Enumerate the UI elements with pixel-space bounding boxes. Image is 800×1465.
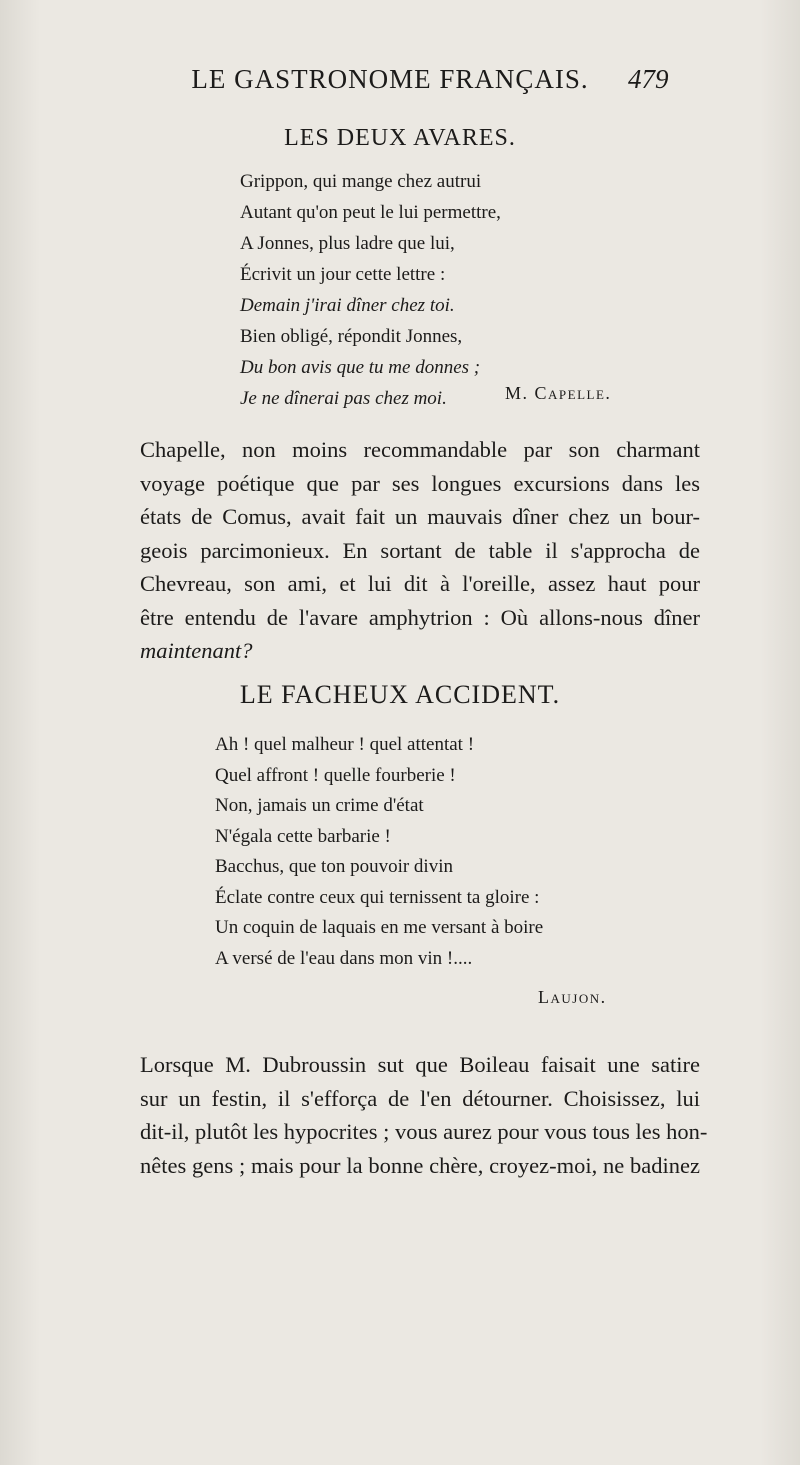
poem-facheux-accident	[215, 730, 543, 974]
prose-line: Chevreau, son ami, et lui dit à l'oreille, assez haut pour	[140, 571, 700, 596]
section-title-deux-avares: LES DEUX AVARES.	[284, 125, 516, 151]
prose-line: sur un festin, il s'efforça de l'en détourner. Choisissez, lui	[140, 1085, 700, 1111]
prose-line: dit-il, plutôt les hypocrites ; vous aurez pour vous tous les hon-	[140, 1119, 708, 1144]
poem-line: Du bon avis que tu me donnes ;	[240, 357, 481, 378]
poem-line: Écrivit un jour cette lettre :	[240, 264, 446, 285]
running-title: LE GASTRONOME FRANÇAIS.	[191, 64, 589, 94]
prose-line: geois parcimonieux. En sortant de table il s'approcha de	[140, 537, 700, 563]
poem-line: Quel affront ! quelle fourberie !	[215, 764, 456, 786]
poem-line: Bien obligé, répondit Jonnes,	[240, 326, 463, 347]
poem-line: Bacchus, que ton pouvoir divin	[215, 856, 453, 877]
poem-line: Autant qu'on peut le lui permettre,	[240, 202, 501, 223]
poem-line: A versé de l'eau dans mon vin !....	[215, 947, 473, 969]
poem-line: Non, jamais un crime d'état	[215, 795, 424, 816]
prose-line: maintenant?	[140, 638, 253, 663]
poem-line: Grippon, qui mange chez autrui	[240, 171, 482, 192]
prose-line: Lorsque M. Dubroussin sut que Boileau faisait une satire	[140, 1052, 700, 1077]
poem-line: A Jonnes, plus ladre que lui,	[240, 233, 455, 254]
prose-line: être entendu de l'avare amphytrion : Où allons-nous dîner	[140, 604, 700, 630]
prose-line: états de Comus, avait fait un mauvais dîner chez un bour-	[140, 504, 700, 529]
poem-deux-avares	[240, 166, 501, 414]
prose-chapelle	[140, 433, 700, 668]
author-laujon: Laujon.	[538, 987, 607, 1007]
prose-dubroussin	[140, 1048, 708, 1182]
poem-line: N'égala cette barbarie !	[215, 825, 391, 847]
page-number: 479	[628, 64, 669, 94]
section-title-facheux-accident: LE FACHEUX ACCIDENT.	[239, 680, 561, 709]
poem-line: Je ne dînerai pas chez moi.	[240, 388, 447, 409]
poem-line: Ah ! quel malheur ! quel attentat !	[215, 734, 475, 755]
prose-line: voyage poétique que par ses longues excursions dans les	[140, 470, 700, 496]
author-capelle: M. Capelle.	[505, 383, 612, 403]
poem-line: Un coquin de laquais en me versant à boire	[215, 917, 544, 938]
poem-line: Demain j'irai dîner chez toi.	[240, 295, 455, 316]
prose-line: nêtes gens ; mais pour la bonne chère, croyez-moi, ne badinez	[140, 1152, 700, 1178]
prose-line: Chapelle, non moins recommandable par son charmant	[140, 437, 700, 462]
poem-line: Éclate contre ceux qui ternissent ta gloire :	[215, 886, 540, 908]
